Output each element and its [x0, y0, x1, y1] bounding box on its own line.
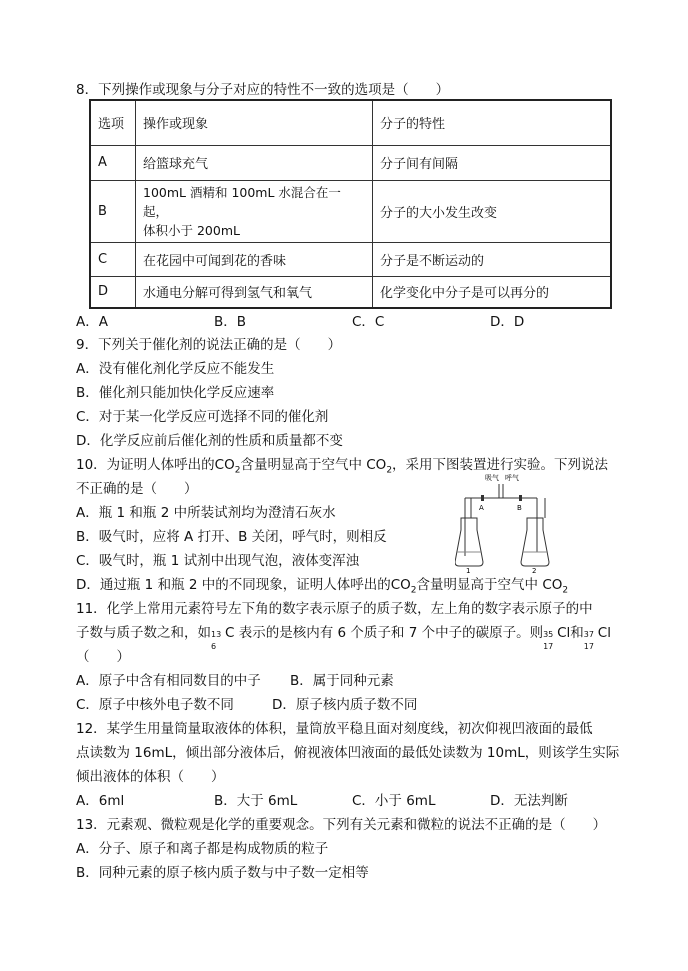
atomic-number: 17 — [583, 642, 594, 651]
q9-option-b: B．催化剂只能加快化学反应速率 — [76, 385, 275, 401]
table-row — [90, 242, 611, 276]
table-header-cell: 分子的特性 — [373, 100, 612, 145]
element-symbol: C — [225, 625, 235, 641]
atomic-number: 17 — [543, 642, 554, 651]
label-exhale: 呼气 — [505, 474, 519, 482]
q10-stem-line2: 不正确的是（ ） — [76, 481, 198, 497]
table-cell: 分子的大小发生改变 — [373, 180, 612, 242]
table-cell: 化学变化中分子是可以再分的 — [373, 276, 612, 308]
q11-line1: 11．化学上常用元素符号左下角的数字表示原子的质子数，左上角的数字表示原子的中 — [76, 601, 593, 617]
text-fragment: 10．为证明人体呼出的CO — [76, 457, 235, 473]
subscript: 2 — [386, 465, 393, 476]
atomic-number: 6 — [211, 642, 217, 651]
subscript: 2 — [562, 585, 569, 596]
table-header-cell: 选项 — [90, 100, 136, 145]
q10-option-d — [76, 575, 568, 601]
q9-stem: 9．下列关于催化剂的说法正确的是（ ） — [76, 337, 342, 353]
subscript: 2 — [410, 585, 417, 596]
table-cell: 分子间有间隔 — [373, 145, 612, 180]
text-fragment: D．通过瓶 1 和瓶 2 中的不同现象，证明人体呼出的CO — [76, 577, 411, 593]
label-valve-b: B — [517, 504, 522, 512]
q8-table — [89, 99, 612, 309]
label-inhale: 吸气 — [485, 474, 499, 482]
element-symbol: Cl — [597, 625, 611, 641]
table-cell: 在花园中可闻到花的香味 — [136, 242, 373, 276]
text-fragment: 和 — [570, 625, 584, 641]
valve-a — [481, 495, 484, 501]
q8-choice-b: B．B — [214, 314, 247, 330]
table-header-cell: 操作或现象 — [136, 100, 373, 145]
table-cell-line: 体积小于 200mL — [143, 222, 240, 238]
q11-option-b: B．属于同种元素 — [290, 673, 394, 689]
text-fragment: 子数与质子数之和，如 — [76, 625, 211, 641]
table-cell — [136, 180, 373, 242]
label-bottle-2: 2 — [532, 567, 537, 574]
q11-line2 — [76, 623, 611, 651]
table-cell: D — [90, 276, 136, 308]
q8-choice-c: C．C — [352, 314, 385, 330]
table-cell: A — [90, 145, 136, 180]
q12-choice-a: A．6ml — [76, 793, 125, 809]
q11-line3: （ ） — [76, 649, 130, 665]
table-row — [90, 145, 611, 180]
q12-line1: 12．某学生用量筒量取液体的体积，量筒放平稳且面对刻度线，初次仰视凹液面的最低 — [76, 721, 593, 737]
table-row — [90, 180, 611, 242]
q9-option-c: C．对于某一化学反应可选择不同的催化剂 — [76, 409, 329, 425]
mass-number: 35 — [543, 630, 554, 639]
table-cell: 分子是不断运动的 — [373, 242, 612, 276]
q8-choice-d: D．D — [490, 314, 525, 330]
text-fragment: 表示的是核内有 6 个质子和 7 个中子的碳原子。则 — [234, 625, 544, 641]
q9-option-d: D．化学反应前后催化剂的性质和质量都不变 — [76, 433, 343, 449]
q12-choice-d: D．无法判断 — [490, 793, 568, 809]
subscript: 2 — [234, 465, 241, 476]
mass-number: 37 — [583, 630, 594, 639]
label-bottle-1: 1 — [466, 567, 471, 574]
text-fragment: 含量明显高于空气中 CO — [416, 577, 563, 593]
breathing-apparatus-figure — [455, 472, 555, 574]
label-valve-a: A — [479, 504, 484, 512]
q13-option-a: A．分子、原子和离子都是构成物质的粒子 — [76, 841, 329, 857]
table-cell: B — [90, 180, 136, 242]
q10-option-c: C．吸气时，瓶 1 试剂中出现气泡，液体变浑浊 — [76, 553, 360, 569]
table-cell: 水通电分解可得到氢气和氧气 — [136, 276, 373, 308]
q8-stem: 8．下列操作或现象与分子对应的特性不一致的选项是（ ） — [76, 82, 450, 98]
q13-line1: 13．元素观、微粒观是化学的重要观念。下列有关元素和微粒的说法不正确的是（ ） — [76, 817, 607, 833]
table-cell: C — [90, 242, 136, 276]
q12-choice-b: B．大于 6mL — [214, 793, 298, 809]
flask-2 — [521, 518, 549, 566]
table-row — [90, 100, 611, 145]
q12-line3: 倾出液体的体积（ ） — [76, 769, 225, 785]
q13-option-b: B．同种元素的原子核内质子数与中子数一定相等 — [76, 865, 369, 881]
q12-line2: 点读数为 16mL，倾出部分液体后，俯视液体凹液面的最低处读数为 10mL，则该学生实际 — [76, 745, 620, 761]
mass-number: 13 — [211, 630, 222, 639]
text-fragment: 含量明显高于空气中 CO — [240, 457, 387, 473]
text-fragment: ，采用下图装置进行实验。下列说法 — [392, 457, 609, 473]
q11-option-d: D．原子核内质子数不同 — [272, 697, 418, 713]
table-cell-line: 100mL 酒精和 100mL 水混合在一起， — [143, 184, 341, 219]
q11-option-c: C．原子中核外电子数不同 — [76, 697, 234, 713]
table-cell: 给篮球充气 — [136, 145, 373, 180]
q9-option-a: A．没有催化剂化学反应不能发生 — [76, 361, 275, 377]
element-symbol: Cl — [557, 625, 571, 641]
q10-option-b: B．吸气时，应将 A 打开、B 关闭，呼气时，则相反 — [76, 529, 387, 545]
q10-option-a: A．瓶 1 和瓶 2 中所装试剂均为澄清石灰水 — [76, 505, 336, 521]
q12-choice-c: C．小于 6mL — [352, 793, 436, 809]
flask-1 — [455, 518, 483, 566]
table-row — [90, 276, 611, 308]
q8-choice-a: A．A — [76, 314, 108, 330]
valve-b — [519, 495, 522, 501]
q11-option-a: A．原子中含有相同数目的中子 — [76, 673, 261, 689]
